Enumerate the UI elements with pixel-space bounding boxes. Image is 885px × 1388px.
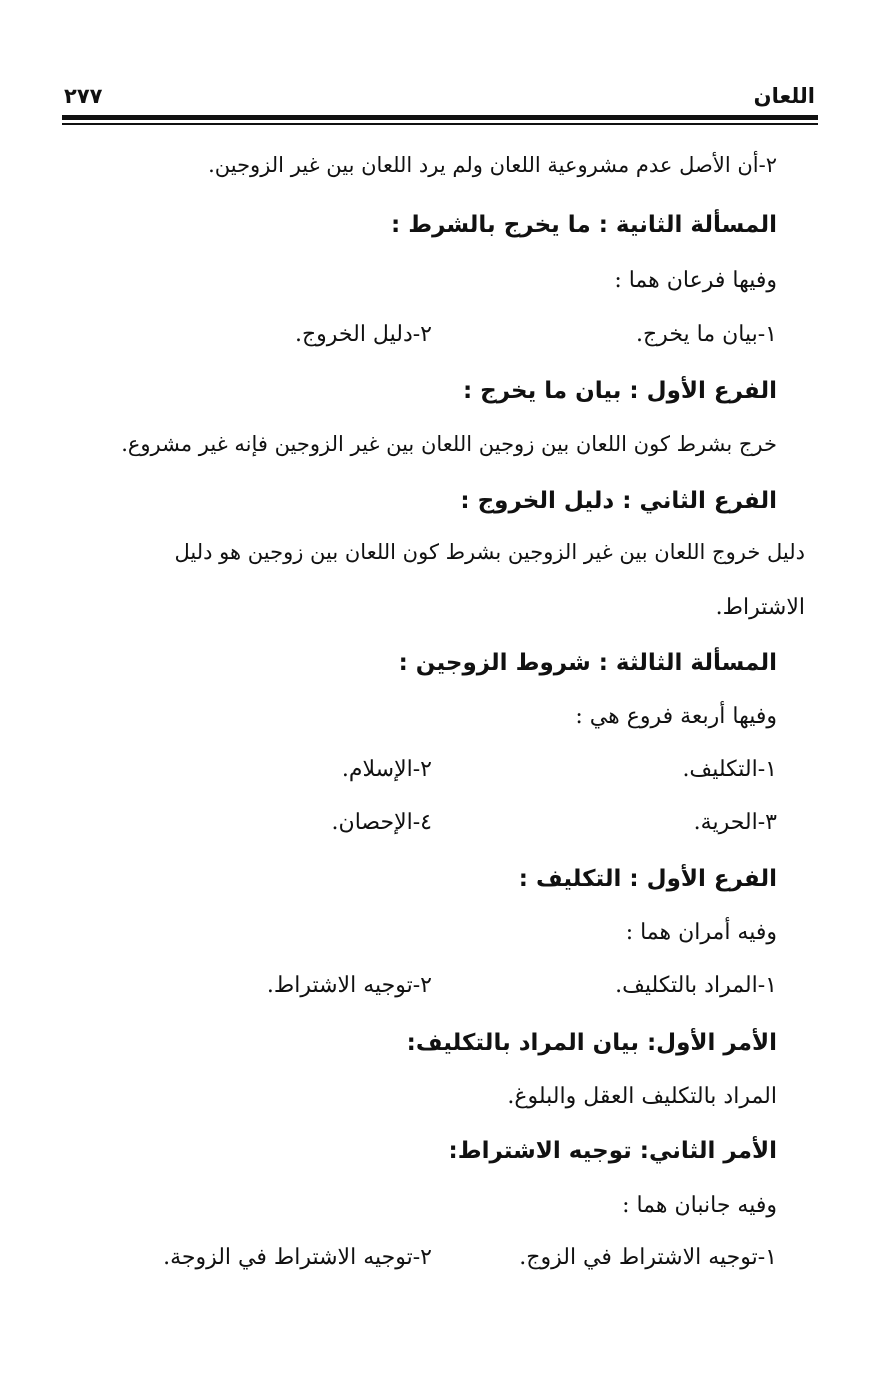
paragraph-line: وفيها أربعة فروع هي : [575,704,777,729]
list-item: ١-توجيه الاشتراط في الزوج. [519,1245,777,1270]
paragraph-line: دليل خروج اللعان بين غير الزوجين بشرط كون اللعان بين زوجين هو دليل [174,540,805,564]
page-number: ٢٧٧ [64,84,103,108]
subsection-heading: الأمر الأول: بيان المراد بالتكليف: [406,1030,777,1056]
section-heading: المسألة الثالثة : شروط الزوجين : [398,650,777,676]
list-item: ٢-توجيه الاشتراط في الزوجة. [163,1245,432,1270]
list-pair [60,810,777,846]
list-item: ٣-الحرية. [693,810,777,835]
subsection-heading: الفرع الأول : التكليف : [518,866,777,892]
list-item: ٤-الإحصان. [331,810,432,835]
paragraph-line: ٢-أن الأصل عدم مشروعية اللعان ولم يرد اللعان بين غير الزوجين. [208,153,777,177]
list-pair [60,973,777,1009]
paragraph-line: المراد بالتكليف العقل والبلوغ. [507,1084,777,1109]
list-item: ١-المراد بالتكليف. [615,973,777,998]
section-heading: المسألة الثانية : ما يخرج بالشرط : [390,212,777,238]
header-rule-thick [62,115,818,120]
list-pair [60,322,777,358]
subsection-heading: الأمر الثاني: توجيه الاشتراط: [448,1138,777,1164]
list-item: ٢-الإسلام. [341,757,432,782]
subsection-heading: الفرع الثاني : دليل الخروج : [460,488,777,514]
subsection-heading: الفرع الأول : بيان ما يخرج : [462,378,777,404]
list-item: ٢-توجيه الاشتراط. [266,973,432,998]
running-header-title: اللعان [753,84,815,108]
list-pair [60,757,777,793]
list-item: ٢-دليل الخروج. [294,322,432,347]
paragraph-line: وفيه أمران هما : [625,920,777,945]
header-rule-thin [62,123,818,125]
list-item: ١-بيان ما يخرج. [635,322,777,347]
list-item: ١-التكليف. [682,757,777,782]
paragraph-line: وفيها فرعان هما : [614,268,777,293]
paragraph-line: الاشتراط. [715,595,805,620]
paragraph-line: وفيه جانبان هما : [622,1193,777,1218]
list-pair [60,1245,777,1281]
paragraph-line: خرج بشرط كون اللعان بين زوجين اللعان بين غير الزوجين فإنه غير مشروع. [121,432,777,456]
